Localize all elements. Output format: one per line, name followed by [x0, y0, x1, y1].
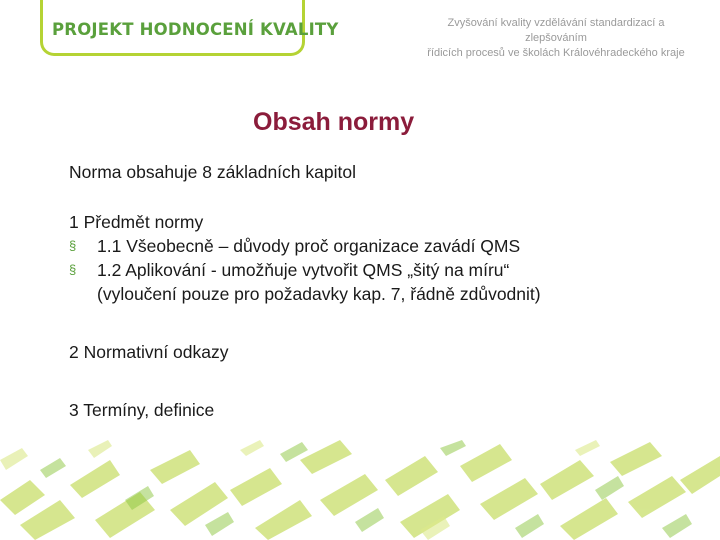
- section-bullet-icon: §: [69, 238, 77, 253]
- bullet-item-2: [69, 258, 689, 282]
- tagline-line-2: řídicích procesů ve školách Královéhradeckého kraje: [427, 47, 685, 59]
- project-logo: PROJEKT HODNOCENÍ KVALITY: [52, 20, 339, 39]
- decorative-pattern: [0, 440, 720, 540]
- project-tagline: [416, 16, 696, 61]
- chapter-2-heading: 2 Normativní odkazy: [69, 342, 229, 362]
- intro-text: Norma obsahuje 8 základních kapitol: [69, 162, 356, 182]
- chapter-1-heading: 1 Předmět normy: [69, 212, 204, 232]
- tagline-line-1: Zvyšování kvality vzdělávání standardizací a zlepšováním: [447, 17, 665, 44]
- bullet-continuation: (vyloučení pouze pro požadavky kap. 7, řádně zdůvodnit): [97, 284, 541, 304]
- slide-title: Obsah normy: [253, 108, 415, 136]
- chapter-3-heading: 3 Termíny, definice: [69, 400, 215, 420]
- bullet-text: 1.2 Aplikování - umožňuje vytvořit QMS „šitý na míru“: [97, 260, 510, 280]
- section-bullet-icon: §: [69, 262, 77, 277]
- bullet-item-1: [69, 234, 689, 258]
- slide-content: [69, 160, 689, 422]
- bullet-text: 1.1 Všeobecně – důvody proč organizace zavádí QMS: [97, 236, 521, 256]
